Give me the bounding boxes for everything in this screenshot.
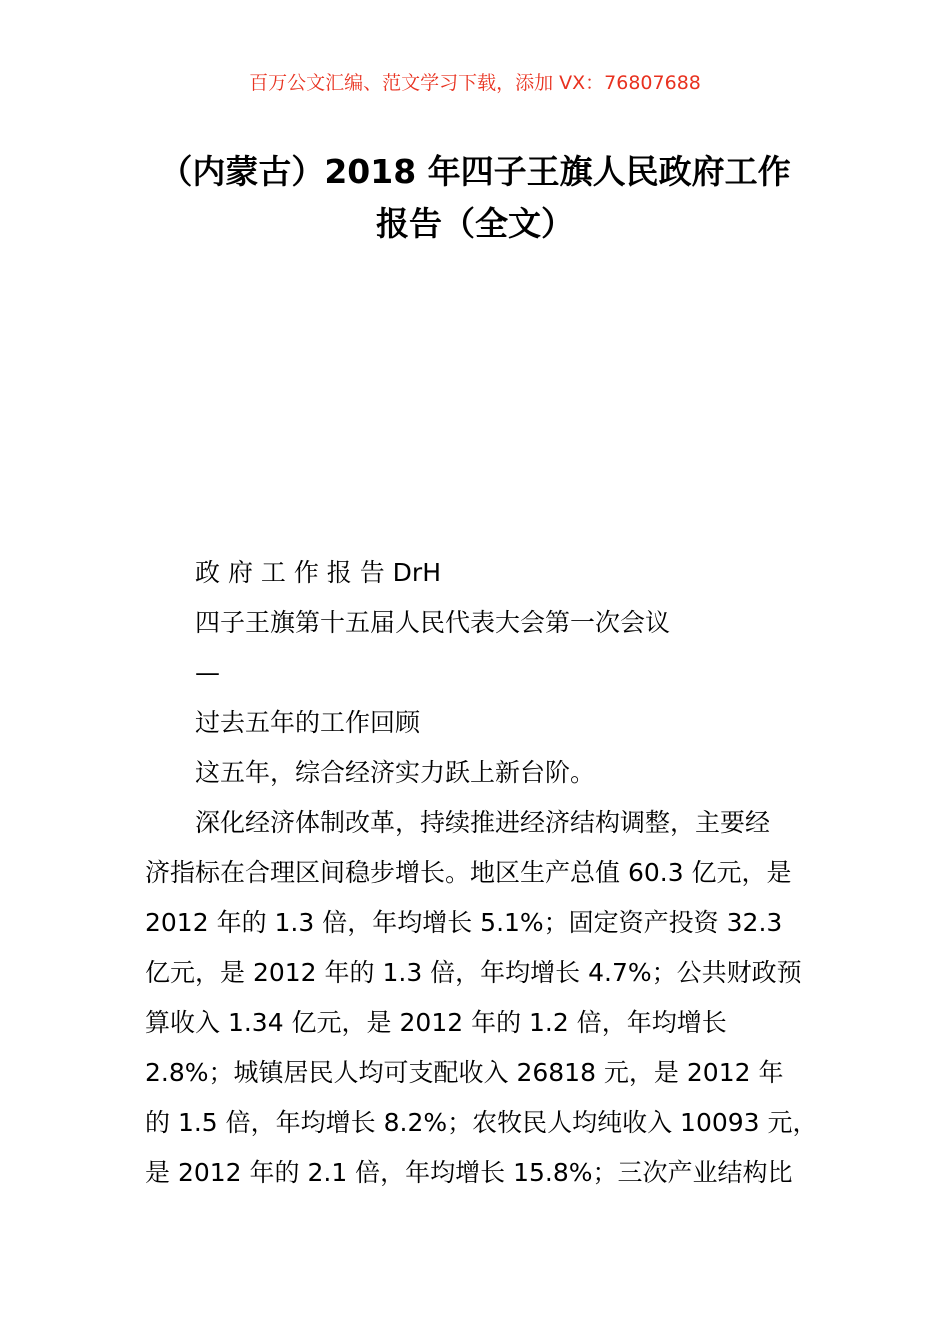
meeting-name: 四子王旗第十五届人民代表大会第一次会议 [195, 608, 671, 637]
paragraph-line: 是 2012 年的 2.1 倍，年均增长 15.8%；三次产业结构比 [145, 1158, 793, 1187]
title-line-2: 报告（全文） [376, 204, 574, 243]
section-number: — [195, 658, 220, 687]
section-heading: 过去五年的工作回顾 [195, 708, 421, 737]
document-title [100, 146, 850, 250]
report-heading: 政 府 工 作 报 告 DrH [195, 558, 442, 587]
paragraph-line: 济指标在合理区间稳步增长。地区生产总值 60.3 亿元，是 [145, 858, 792, 887]
paragraph-line: 深化经济体制改革，持续推进经济结构调整，主要经 [195, 808, 771, 837]
paragraph-line: 亿元，是 2012 年的 1.3 倍，年均增长 4.7%；公共财政预 [145, 958, 802, 987]
title-line-1: （内蒙古）2018 年四子王旗人民政府工作 [159, 152, 791, 191]
paragraph-line: 2.8%；城镇居民人均可支配收入 26818 元，是 2012 年 [145, 1058, 784, 1087]
paragraph-line: 这五年，综合经济实力跃上新台阶。 [195, 758, 596, 787]
paragraph-line: 算收入 1.34 亿元，是 2012 年的 1.2 倍，年均增长 [145, 1008, 727, 1037]
header-note: 百万公文汇编、范文学习下载，添加 VX：76807688 [249, 72, 701, 94]
document-body [145, 548, 818, 1198]
paragraph-line: 的 1.5 倍，年均增长 8.2%；农牧民人均纯收入 10093 元， [145, 1108, 818, 1137]
paragraph-line: 2012 年的 1.3 倍，年均增长 5.1%；固定资产投资 32.3 [145, 908, 783, 937]
